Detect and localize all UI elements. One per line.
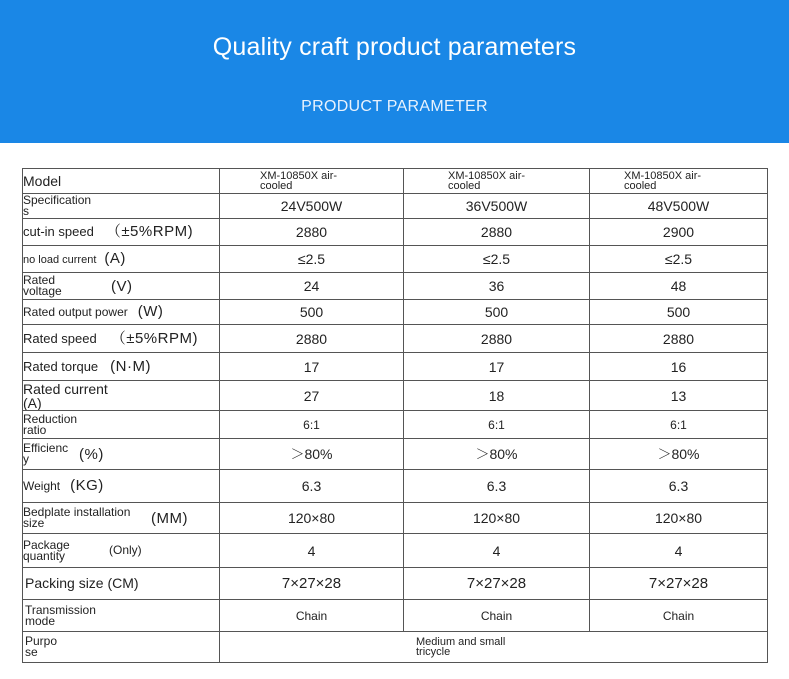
table-cell: 6.3 bbox=[404, 470, 590, 503]
table-cell: 500 bbox=[220, 300, 404, 325]
table-cell: XM-10850X air-cooled bbox=[220, 169, 404, 194]
table-cell: 2880 bbox=[220, 219, 404, 246]
table-cell: XM-10850X air-cooled bbox=[590, 169, 768, 194]
table-cell: 2880 bbox=[404, 219, 590, 246]
table-row bbox=[23, 411, 768, 439]
row-label: Rated current (A) bbox=[23, 381, 220, 411]
table-cell: 120×80 bbox=[220, 503, 404, 534]
table-cell: 500 bbox=[404, 300, 590, 325]
table-cell: 500 bbox=[590, 300, 768, 325]
table-cell: 27 bbox=[220, 381, 404, 411]
row-label: cut-in speed （±5%RPM) bbox=[23, 219, 220, 246]
table-cell: 2900 bbox=[590, 219, 768, 246]
table-cell: 17 bbox=[220, 353, 404, 381]
row-label: Packing size (CM) bbox=[23, 568, 220, 600]
table-cell: 7×27×28 bbox=[404, 568, 590, 600]
table-cell: 4 bbox=[404, 534, 590, 568]
table-cell: 120×80 bbox=[404, 503, 590, 534]
table-cell: 48V500W bbox=[590, 194, 768, 219]
table-row bbox=[23, 503, 768, 534]
table-cell: Chain bbox=[404, 600, 590, 632]
page-subtitle: PRODUCT PARAMETER bbox=[301, 98, 488, 115]
table-row bbox=[23, 219, 768, 246]
table-cell: 6:1 bbox=[404, 411, 590, 439]
table-row bbox=[23, 246, 768, 273]
table-row bbox=[23, 534, 768, 568]
row-label: Purpose bbox=[23, 632, 220, 663]
table-row bbox=[23, 632, 768, 663]
table-cell: 18 bbox=[404, 381, 590, 411]
table-cell: 7×27×28 bbox=[220, 568, 404, 600]
table-cell: ≤2.5 bbox=[220, 246, 404, 273]
table-row bbox=[23, 381, 768, 411]
table-row bbox=[23, 325, 768, 353]
table-cell: 2880 bbox=[220, 325, 404, 353]
table-cell: 6:1 bbox=[220, 411, 404, 439]
table-cell: 120×80 bbox=[590, 503, 768, 534]
row-label: Rated voltage (V) bbox=[23, 273, 220, 300]
table-cell: 2880 bbox=[590, 325, 768, 353]
table-cell: 36V500W bbox=[404, 194, 590, 219]
row-label: no load current (A) bbox=[23, 246, 220, 273]
table-cell: ≤2.5 bbox=[404, 246, 590, 273]
table-cell: 6.3 bbox=[590, 470, 768, 503]
table-cell: ＞80% bbox=[220, 439, 404, 470]
table-cell: 36 bbox=[404, 273, 590, 300]
table-cell: 48 bbox=[590, 273, 768, 300]
row-label: Specifications bbox=[23, 194, 220, 219]
table-row bbox=[23, 353, 768, 381]
table-row bbox=[23, 439, 768, 470]
table-row bbox=[23, 273, 768, 300]
row-label: Weight (KG) bbox=[23, 470, 220, 503]
table-row bbox=[23, 470, 768, 503]
table-cell: 24V500W bbox=[220, 194, 404, 219]
table-cell: XM-10850X air-cooled bbox=[404, 169, 590, 194]
row-label: Package quantity (Only) bbox=[23, 534, 220, 568]
page-title: Quality craft product parameters bbox=[212, 33, 577, 61]
table-cell: Chain bbox=[220, 600, 404, 632]
table-row bbox=[23, 194, 768, 219]
table-cell: ≤2.5 bbox=[590, 246, 768, 273]
parameter-table bbox=[22, 168, 768, 663]
row-label: Rated torque (N·M) bbox=[23, 353, 220, 381]
table-cell: 24 bbox=[220, 273, 404, 300]
table-row bbox=[23, 568, 768, 600]
table-row bbox=[23, 600, 768, 632]
table-cell: 2880 bbox=[404, 325, 590, 353]
table-cell: 7×27×28 bbox=[590, 568, 768, 600]
row-label: Rated output power (W) bbox=[23, 300, 220, 325]
row-label: Efficiency (%) bbox=[23, 439, 220, 470]
row-label: Rated speed （±5%RPM) bbox=[23, 325, 220, 353]
row-label: Model bbox=[23, 169, 220, 194]
table-cell: 16 bbox=[590, 353, 768, 381]
row-label: Reduction ratio bbox=[23, 411, 220, 439]
table-cell: 6:1 bbox=[590, 411, 768, 439]
table-row bbox=[23, 300, 768, 325]
header-banner bbox=[0, 0, 789, 143]
table-cell: Chain bbox=[590, 600, 768, 632]
table-row bbox=[23, 169, 768, 194]
table-cell: 4 bbox=[220, 534, 404, 568]
purpose-cell: Medium and small tricycle bbox=[220, 632, 768, 663]
table-cell: 4 bbox=[590, 534, 768, 568]
table-cell: ＞80% bbox=[590, 439, 768, 470]
row-label: Bedplate installation size (MM) bbox=[23, 503, 220, 534]
table-cell: 13 bbox=[590, 381, 768, 411]
row-label: Transmission mode bbox=[23, 600, 220, 632]
table-cell: 17 bbox=[404, 353, 590, 381]
table-cell: 6.3 bbox=[220, 470, 404, 503]
table-cell: ＞80% bbox=[404, 439, 590, 470]
